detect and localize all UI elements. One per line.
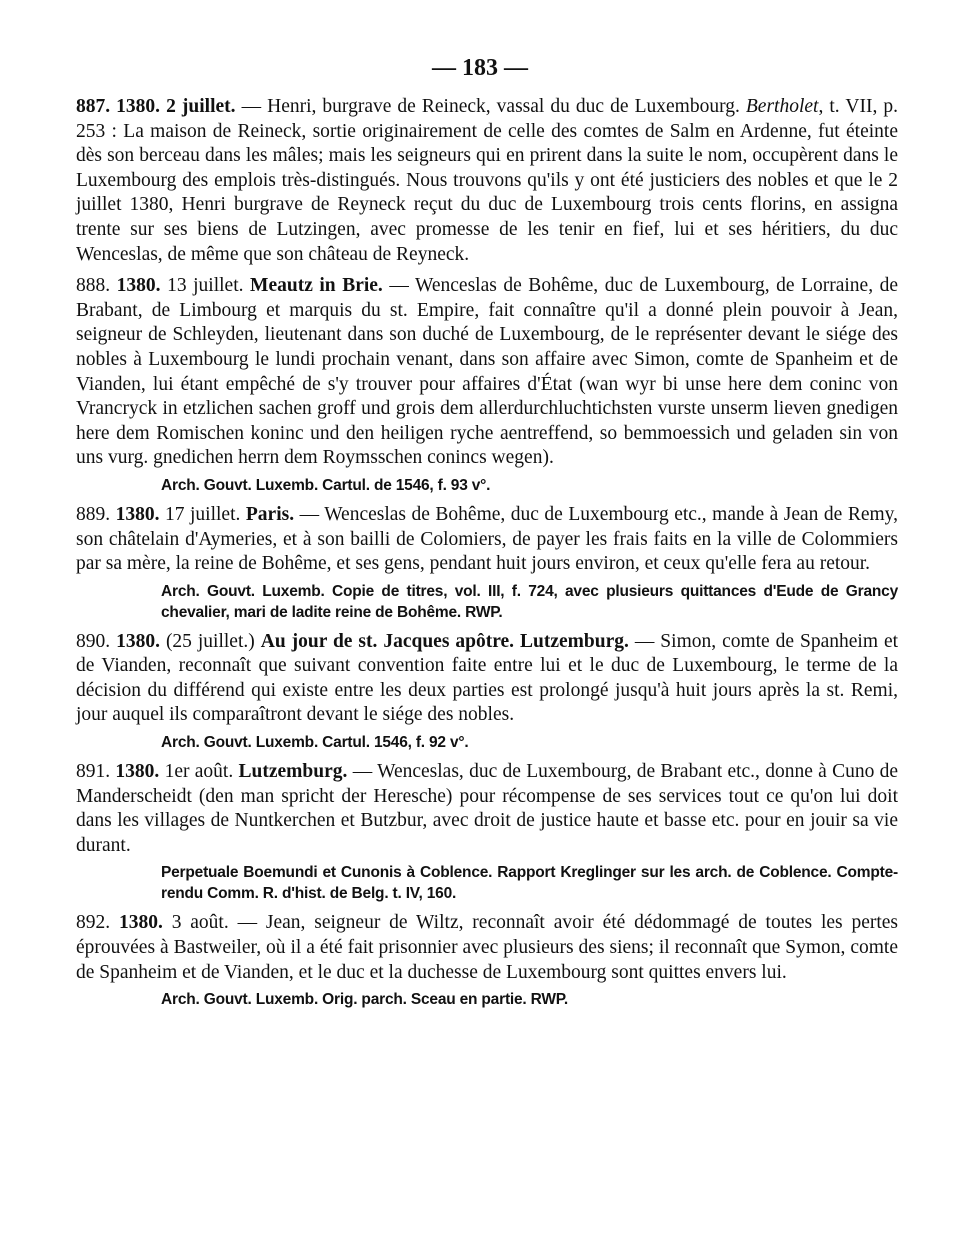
entry-source: Perpetuale Boemundi et Cunonis à Coblence. Rapport Kreglinger sur les arch. de Coblence. Compte-rendu Comm. R. d'hist. de Belg. t. IV, 160. (161, 864, 898, 903)
entry-author: Bertholet (745, 96, 819, 117)
entry-date: 1er août. (164, 761, 234, 783)
entry-891 (76, 760, 898, 904)
entry-text (76, 760, 898, 858)
entry-source: Arch. Gouvt. Luxemb. Cartul. 1546, f. 92 v°. (161, 734, 469, 752)
entry-892 (76, 911, 898, 1010)
entry-source: Arch. Gouvt. Luxemb. Orig. parch. Sceau en partie. RWP. (161, 991, 569, 1009)
entry-890 (76, 630, 898, 753)
entry-place: Paris. (245, 503, 295, 525)
entry-text (76, 274, 898, 471)
entry-year: 1380. (118, 912, 163, 934)
entry-text (76, 630, 898, 728)
entry-number: 891. (76, 761, 111, 783)
entry-year: 1380. (115, 503, 160, 525)
entry-number: 890. (76, 630, 111, 652)
entry-head: — Henri, burgrave de Reineck, vassal du duc de Luxembourg. (235, 96, 740, 117)
entry-body: , t. VII, p. 253 : La maison de Reineck, sortie originairement de celle des comtes de Salm en Ardenne, fut éteinte dès son berceau dans les mâles; mais les seigneurs qui en prirent dans la suite le nom, occupèrent dans le Luxembourg des emplois très-distingués. Nous trouvons qu'ils y ont été justiciers des nobles et que le 2 juillet 1380, Henri burgrave de Reyneck reçut du duc de Luxembourg trois cents florins, en assigna trente sur ses biens de Lutzingen, avec promesse de les tenir en fief, lui et ses héritiers, du duc Wenceslas, de même que son château de Reyneck. (76, 96, 898, 265)
entry-body: — Jean, seigneur de Wiltz, reconnaît avoir été dédommagé de toutes les pertes éprouvées à Bastweiler, où il a été fait prisonnier avec plusieurs des siens; il reconnaît que Symon, comte de Spanheim et de Vianden, et le duc et la duchesse de Luxembourg sont quittes envers lui. (76, 912, 899, 983)
entry-date: 2 juillet. (166, 96, 236, 117)
entry-source: Arch. Gouvt. Luxemb. Copie de titres, vol. III, f. 724, avec plusieurs quittances d'Eude de Grancy chevalier, mari de ladite reine de Bohême. RWP. (161, 582, 898, 621)
entry-date: 13 juillet. (167, 275, 244, 297)
entry-year: 1380. (115, 761, 160, 783)
entry-date: 3 août. (171, 912, 229, 934)
entry-888 (76, 274, 898, 496)
entries-list (76, 95, 898, 1017)
entry-number: 888. (76, 275, 111, 297)
page-number: — 183 — (432, 55, 528, 81)
entry-date: 17 juillet. (165, 503, 241, 525)
entry-body: — Simon, comte de Spanheim et de Vianden, reconnaît que suivant convention faite entre lui et le duc de Luxembourg, le terme de la décision du différend qui existe entre les deux parties est prolongé jusqu'à huit jours après la st. Remi, jour auquel ils comparaîtront devant le siége des nobles. (76, 630, 899, 726)
entry-year: 1380. (116, 275, 161, 297)
entry-source: Arch. Gouvt. Luxemb. Cartul. de 1546, f. 93 v°. (161, 476, 491, 494)
entry-number: 892. (76, 912, 111, 934)
entry-text (76, 911, 898, 985)
entry-number: 889. (76, 503, 111, 525)
entry-889 (76, 503, 898, 623)
entry-date: (25 juillet.) (165, 630, 255, 652)
entry-place: Meautz in Brie. (250, 275, 383, 297)
entry-year: 1380. (116, 630, 160, 652)
entry-text (76, 95, 898, 267)
entry-887 (76, 95, 898, 267)
entry-body: — Wenceslas, duc de Luxembourg, de Brabant etc., donne à Cuno de Manderscheidt (den man spricht der Heresche) pour récompense de ses services tout ce qu'on lui doit dans les villages de Nuntkerchen et Butzbur, avec droit de justice haute et basse etc. pour en jouir sa vie durant. (76, 761, 899, 856)
entry-place: Au jour de st. Jacques apôtre. Lutzemburg. (260, 630, 629, 652)
entry-text (76, 503, 898, 577)
entry-place: Lutzemburg. (238, 761, 348, 783)
entry-body: — Wenceslas de Bohême, duc de Luxembourg etc., mande à Jean de Remy, son châtelain d'Aymeries, et à son bailli de Colomiers, de payer les frais faits en la ville de Colommiers par sa mère, la reine de Bohême, et ses gens, pendant huit jours environ, et ceux qu'elle fera au retour. (76, 503, 899, 575)
entry-number: 887. (76, 96, 111, 117)
entry-year: 1380. (116, 96, 161, 117)
entry-body: — Wenceslas de Bohême, duc de Luxembourg, de Lorraine, de Brabant, de Limbourg et marquis du st. Empire, fait connaître qu'il a donné plein pouvoir à Jean, seigneur de Schleyden, lieutenant dans son duché de Luxembourg, de le représenter devant le siége des nobles à Luxembourg le lundi prochain venant, dans son affaire avec Simon, comte de Spanheim et de Vianden, lui étant empêché de s'y trouver pour affaires d'État (wan wyr bi unse here dem coninc von Vrancryck in etzlichen sachen groff und grois dem allerdurchluchtichsten vurste unserm lieven gnedigen here dem Romischen koninc und den heiligen ryche aentreffend, so bemmoessich und geladen sin von uns vurg. gnedichen herrn dem Roymsschen conincs wegen). (76, 275, 899, 469)
